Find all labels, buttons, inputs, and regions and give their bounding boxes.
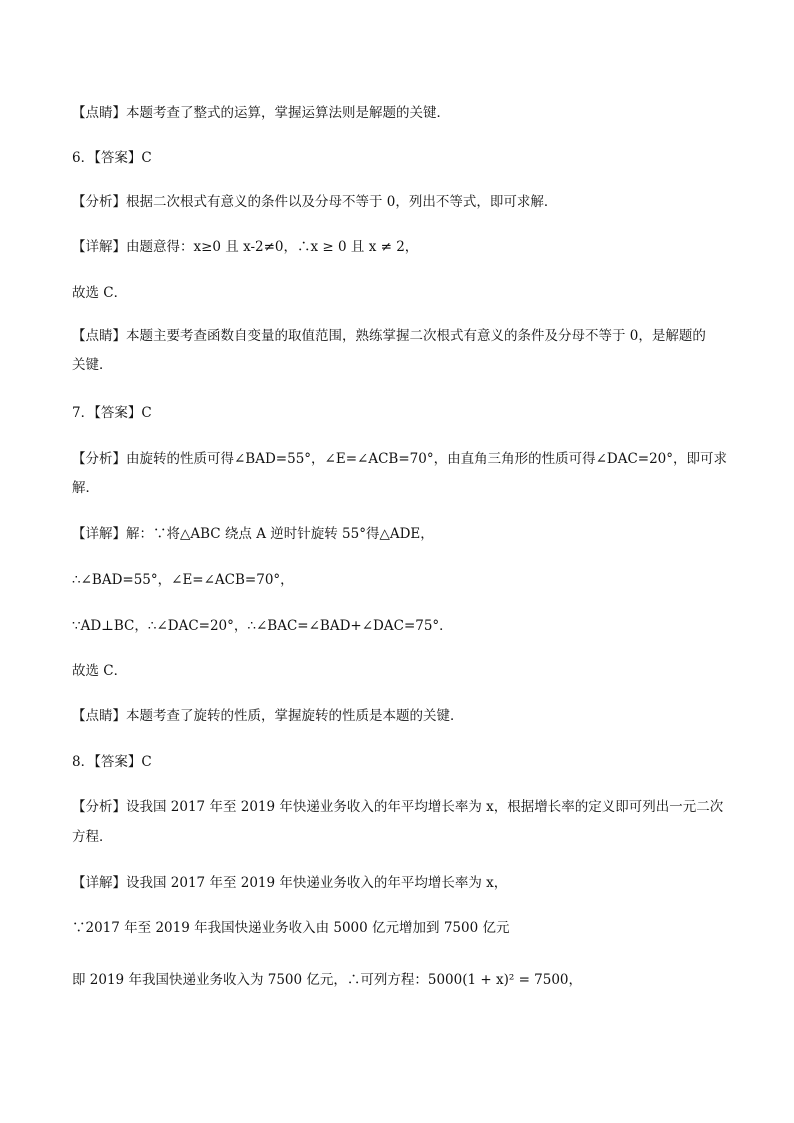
answer-heading-7: 7．【答案】C bbox=[72, 405, 152, 421]
answer-heading-6: 6．【答案】C bbox=[72, 150, 152, 166]
analysis-line-cont: 解． bbox=[72, 480, 99, 496]
solution-line: 【详解】设我国 2017 年至 2019 年快递业务收入的年平均增长率为 x， bbox=[72, 875, 508, 891]
choice-line: 故选 C． bbox=[72, 285, 128, 301]
equation-line: 即 2019 年我国快递业务收入为 7500 亿元，∴可列方程：5000(1 + x)² = 7500， bbox=[72, 972, 583, 988]
analysis-line: 【分析】根据二次根式有意义的条件以及分母不等于 0，列出不等式，即可求解． bbox=[72, 194, 558, 210]
analysis-line: 【分析】由旋转的性质可得∠BAD=55°，∠E=∠ACB=70°，由直角三角形的性质可得∠DAC=20°，即可求 bbox=[72, 451, 728, 467]
comment-line: 【点睛】本题考查了整式的运算，掌握运算法则是解题的关键． bbox=[72, 105, 450, 121]
comment-line: 【点睛】本题考查了旋转的性质，掌握旋转的性质是本题的关键． bbox=[72, 708, 464, 724]
comment-line: 【点睛】本题主要考查函数自变量的取值范围，熟练掌握二次根式有意义的条件及分母不等于 0，是解题的 bbox=[72, 328, 706, 344]
solution-step: ∵AD⊥BC，∴∠DAC=20°，∴∠BAC=∠BAD+∠DAC=75°． bbox=[72, 618, 453, 634]
comment-line-cont: 关键． bbox=[72, 357, 113, 373]
solution-line: 【详解】由题意得：x≥0 且 x-2≠0，∴x ≥ 0 且 x ≠ 2， bbox=[72, 239, 419, 255]
solution-step: ∵2017 年至 2019 年我国快递业务收入由 5000 亿元增加到 7500 亿元 bbox=[72, 920, 510, 936]
solution-step: ∴∠BAD=55°，∠E=∠ACB=70°， bbox=[72, 572, 294, 588]
analysis-line: 【分析】设我国 2017 年至 2019 年快递业务收入的年平均增长率为 x，根据增长率的定义即可列出一元二次 bbox=[72, 799, 724, 815]
choice-line: 故选 C． bbox=[72, 663, 128, 679]
analysis-line-cont: 方程． bbox=[72, 829, 113, 845]
answer-heading-8: 8．【答案】C bbox=[72, 754, 152, 770]
solution-line: 【详解】解：∵将△ABC 绕点 A 逆时针旋转 55°得△ADE， bbox=[72, 526, 434, 542]
